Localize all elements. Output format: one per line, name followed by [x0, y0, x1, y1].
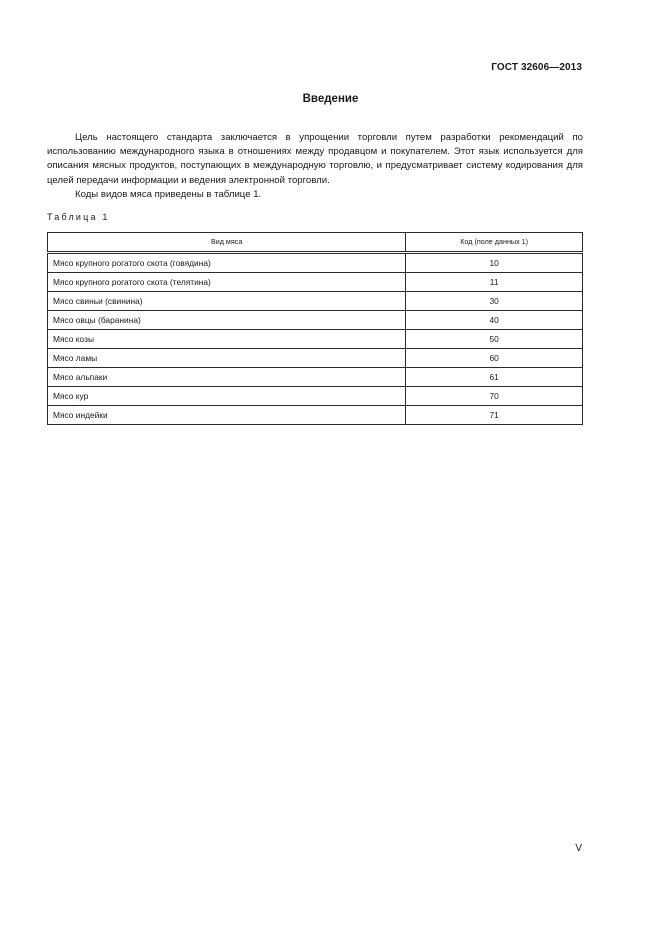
table-row [48, 253, 583, 273]
code-cell: 70 [406, 387, 583, 406]
code-cell: 40 [406, 311, 583, 330]
intro-text [47, 131, 583, 202]
meat-type-cell: Мясо крупного рогатого скота (говядина) [48, 253, 406, 273]
meat-type-cell: Мясо альпаки [48, 368, 406, 387]
table-label: Таблица 1 [47, 212, 110, 222]
intro-paragraph: Цель настоящего стандарта заключается в упрощении торговли путем разработки рекомендаций по использованию международного языка в отношениях между продавцом и покупателем. Этот язык используется для описания мясных продуктов, поступающих в международную торговлю, и предусматривает систему кодирования для целей передачи информации и ведения электронной торговли. [47, 132, 583, 186]
table-row [48, 330, 583, 349]
table-row [48, 292, 583, 311]
meat-type-cell: Мясо овцы (баранина) [48, 311, 406, 330]
meat-type-cell: Мясо козы [48, 330, 406, 349]
table-header-row [48, 233, 583, 253]
page-title: Введение [302, 93, 359, 105]
table-row [48, 273, 583, 292]
table-row [48, 368, 583, 387]
standard-code: ГОСТ 32606—2013 [491, 62, 582, 73]
table-row [48, 406, 583, 425]
meat-type-cell: Мясо ламы [48, 349, 406, 368]
code-cell: 71 [406, 406, 583, 425]
column-header-code: Код (поле данных 1) [406, 233, 583, 253]
table-row [48, 349, 583, 368]
meat-type-cell: Мясо свиньи (свинина) [48, 292, 406, 311]
code-cell: 30 [406, 292, 583, 311]
meat-codes-table [47, 232, 583, 425]
intro-paragraph: Коды видов мяса приведены в таблице 1. [75, 188, 262, 200]
code-cell: 61 [406, 368, 583, 387]
code-cell: 11 [406, 273, 583, 292]
table-row [48, 387, 583, 406]
page-number: V [575, 843, 582, 854]
code-cell: 50 [406, 330, 583, 349]
code-cell: 60 [406, 349, 583, 368]
table-row [48, 311, 583, 330]
meat-type-cell: Мясо крупного рогатого скота (телятина) [48, 273, 406, 292]
column-header-meat-type: Вид мяса [48, 233, 406, 253]
code-cell: 10 [406, 253, 583, 273]
meat-type-cell: Мясо кур [48, 387, 406, 406]
meat-type-cell: Мясо индейки [48, 406, 406, 425]
